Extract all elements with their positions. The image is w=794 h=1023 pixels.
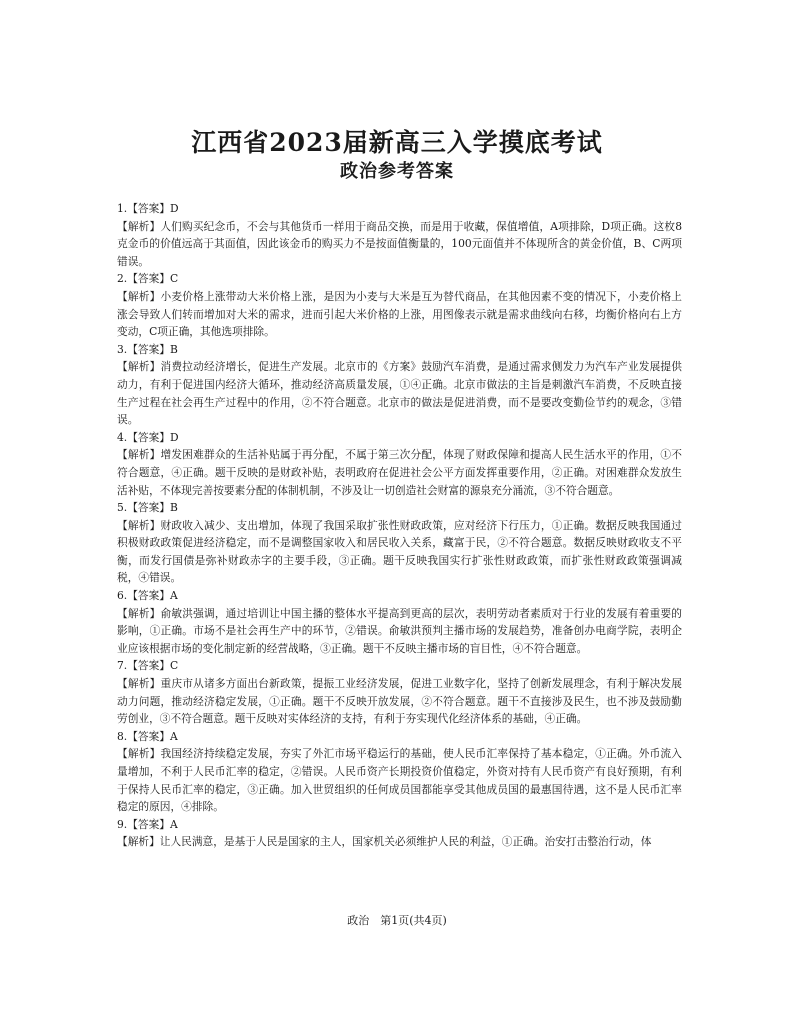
answer-key: 3.【答案】B [117,342,178,356]
answer-key: 4.【答案】D [117,430,179,444]
answer-item-9 [117,816,682,851]
answer-key: 2.【答案】C [117,272,179,286]
page-footer: 政治 第1页(共4页) [347,914,447,927]
page-title: 江西省2023届新高三入学摸底考试 [191,128,603,157]
answer-item-2 [117,270,682,340]
answer-analysis: 【解析】财政收入减少、支出增加，体现了我国采取扩张性财政政策，应对经济下行压力，①正确。数据反映我国通过积极财政政策促进经济稳定，而不是调整国家收入和居民收入关系，藏富于民，②不符合题意。数据反映财政收支不平衡，而发行国债是弥补财政赤字的主要手段，③正确。题干反映我国实行扩张性财政政策，而扩张性财政政策强调减税，④错误。 [117,518,682,585]
answer-item-8 [117,728,682,816]
answer-item-6 [117,587,682,657]
answer-list [117,200,682,851]
answer-key: 8.【答案】A [117,729,178,743]
answer-key: 1.【答案】D [117,202,179,215]
answer-analysis: 【解析】让人民满意，是基于人民是国家的主人，国家机关必须维护人民的利益，①正确。治安打击整治行动，体 [117,835,652,849]
answer-key: 7.【答案】C [117,659,179,673]
answer-analysis: 【解析】俞敏洪强调，通过培训让中国主播的整体水平提高到更高的层次，表明劳动者素质对于行业的发展有着重要的影响，①正确。市场不是社会再生产中的环节，②错误。俞敏洪预判主播市场的发展趋势，准备创办电商学院，表明企业应该根据市场的变化制定新的经营战略，③正确。题干不反映主播市场的盲目性，④不符合题意。 [117,606,682,655]
answer-analysis: 【解析】人们购买纪念币，不会与其他货币一样用于商品交换，而是用于收藏，保值增值，A项排除，D项正确。这枚8克金币的价值远高于其面值，因此该金币的购买力不是按面值衡量的，100元面值并不体现所含的黄金价值，B、C两项错误。 [117,219,682,268]
answer-analysis: 【解析】增发困难群众的生活补贴属于再分配，不属于第三次分配，体现了财政保障和提高人民生活水平的作用，①不符合题意，④正确。题干反映的是财政补贴，表明政府在促进社会公平方面发挥重要作用，②正确。对困难群众发放生活补贴，不体现完善按要素分配的体制机制，不涉及让一切创造社会财富的源泉充分涌流，③不符合题意。 [117,448,682,497]
answer-analysis: 【解析】我国经济持续稳定发展，夯实了外汇市场平稳运行的基础，使人民币汇率保持了基本稳定，①正确。外币流入量增加，不利于人民币汇率的稳定，②错误。人民币资产长期投资价值稳定，外资对持有人民币资产有良好预期，有利于保持人民币汇率的稳定，③正确。加入世贸组织的任何成员国都能享受其他成员国的最惠国待遇，这不是人民币汇率稳定的原因，④排除。 [117,747,682,814]
answer-item-4 [117,429,682,499]
answer-item-3 [117,341,682,429]
page-subtitle: 政治参考答案 [340,161,454,182]
answer-analysis: 【解析】消费拉动经济增长，促进生产发展。北京市的《方案》鼓励汽车消费，是通过需求侧发力为汽车产业发展提供动力，有利于促进国内经济大循环，推动经济高质量发展，①④正确。北京市做法的主旨是刺激汽车消费，不反映直接生产过程在社会再生产过程中的作用，②不符合题意。北京市的做法是促进消费，而不是要改变勤俭节约的观念，③错误。 [117,360,682,427]
answer-key: 6.【答案】A [117,589,178,603]
answer-item-1 [117,200,682,270]
answer-analysis: 【解析】小麦价格上涨带动大米价格上涨，是因为小麦与大米是互为替代商品，在其他因素不变的情况下，小麦价格上涨会导致人们转而增加对大米的需求，进而引起大米价格的上涨，用图像表示就是需求曲线向右移，均衡价格向右上方变动，C项正确，其他选项排除。 [117,289,682,339]
answer-analysis: 【解析】重庆市从诸多方面出台新政策，提振工业经济发展，促进工业数字化，坚持了创新发展理念，有利于解决发展动力问题，推动经济稳定发展，①正确。题干不反映开放发展，②不符合题意。题干不直接涉及民生，也不涉及鼓励勤劳创业，③不符合题意。题干反映对实体经济的支持，有利于夯实现代化经济体系的基础，④正确。 [117,677,682,726]
answer-item-7 [117,657,682,727]
answer-item-5 [117,499,682,587]
answer-key: 5.【答案】B [117,501,178,515]
answer-key: 9.【答案】A [117,817,178,831]
